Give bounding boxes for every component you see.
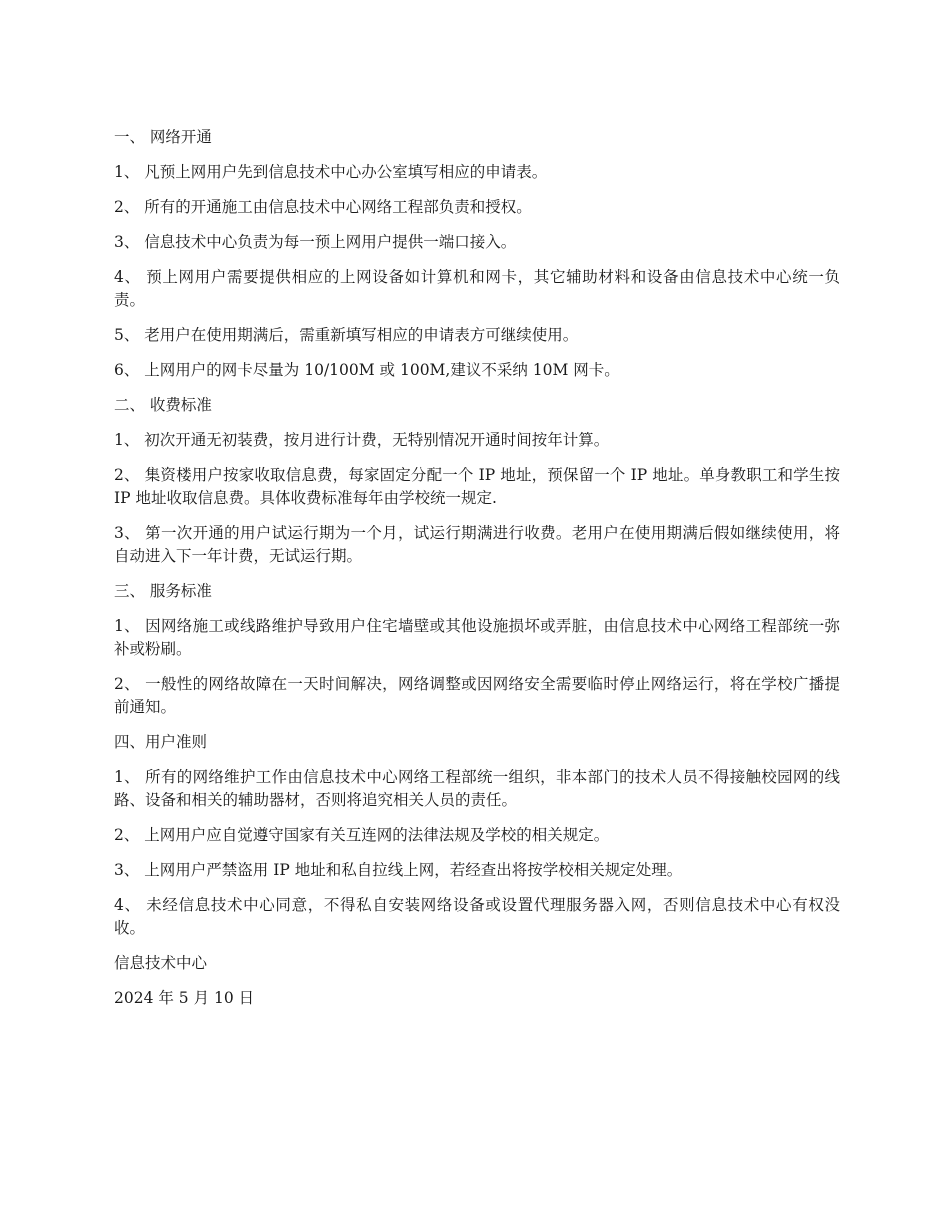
- list-item: 2、 上网用户应自觉遵守国家有关互连网的法律法规及学校的相关规定。: [114, 826, 610, 844]
- list-item: 2、 一般性的网络故障在一天时间解决，网络调整或因网络安全需要临时停止网络运行，将在学校广播提前通知。: [114, 675, 840, 716]
- list-item: 4、 未经信息技术中心同意，不得私自安装网络设备或设置代理服务器入网，否则信息技术中心有权没收。: [114, 896, 840, 937]
- signature-date: 2024 年 5 月 10 日: [114, 989, 255, 1007]
- section-heading: 三、 服务标准: [114, 582, 212, 600]
- section-user-rules: [114, 731, 840, 940]
- list-item: 4、 预上网用户需要提供相应的上网设备如计算机和网卡，其它辅助材料和设备由信息技术中心统一负责。: [114, 268, 840, 309]
- list-item: 5、 老用户在使用期满后，需重新填写相应的申请表方可继续使用。: [114, 326, 579, 344]
- section-fee-standard: [114, 394, 840, 568]
- section-heading: 四、用户准则: [114, 733, 208, 751]
- list-item: 6、 上网用户的网卡尽量为 10/100M 或 100M,建议不采纳 10M 网卡。: [114, 361, 620, 379]
- section-network-activation: [114, 126, 840, 382]
- document-footer: [114, 952, 840, 1010]
- document-body: [114, 126, 840, 1022]
- list-item: 1、 凡预上网用户先到信息技术中心办公室填写相应的申请表。: [114, 163, 548, 181]
- list-item: 1、 因网络施工或线路维护导致用户住宅墙壁或其他设施损坏或弄脏，由信息技术中心网络工程部统一弥补或粉刷。: [114, 617, 840, 658]
- list-item: 3、 上网用户严禁盗用 IP 地址和私自拉线上网，若经查出将按学校相关规定处理。: [114, 861, 683, 879]
- section-heading: 二、 收费标准: [114, 396, 212, 414]
- section-service-standard: [114, 580, 840, 719]
- section-heading: 一、 网络开通: [114, 128, 212, 146]
- list-item: 2、 集资楼用户按家收取信息费，每家固定分配一个 IP 地址，预保留一个 IP 地址。单身教职工和学生按 IP 地址收取信息费。具体收费标准每年由学校统一规定.: [114, 466, 840, 507]
- list-item: 2、 所有的开通施工由信息技术中心网络工程部负责和授权。: [114, 198, 532, 216]
- list-item: 3、 信息技术中心负责为每一预上网用户提供一端口接入。: [114, 233, 517, 251]
- list-item: 1、 所有的网络维护工作由信息技术中心网络工程部统一组织，非本部门的技术人员不得接触校园网的线路、设备和相关的辅助器材，否则将追究相关人员的责任。: [114, 768, 840, 809]
- list-item: 3、 第一次开通的用户试运行期为一个月，试运行期满进行收费。老用户在使用期满后假如继续使用，将自动进入下一年计费，无试运行期。: [114, 524, 840, 565]
- list-item: 1、 初次开通无初装费，按月进行计费，无特别情况开通时间按年计算。: [114, 431, 610, 449]
- signature-organization: 信息技术中心: [114, 954, 208, 972]
